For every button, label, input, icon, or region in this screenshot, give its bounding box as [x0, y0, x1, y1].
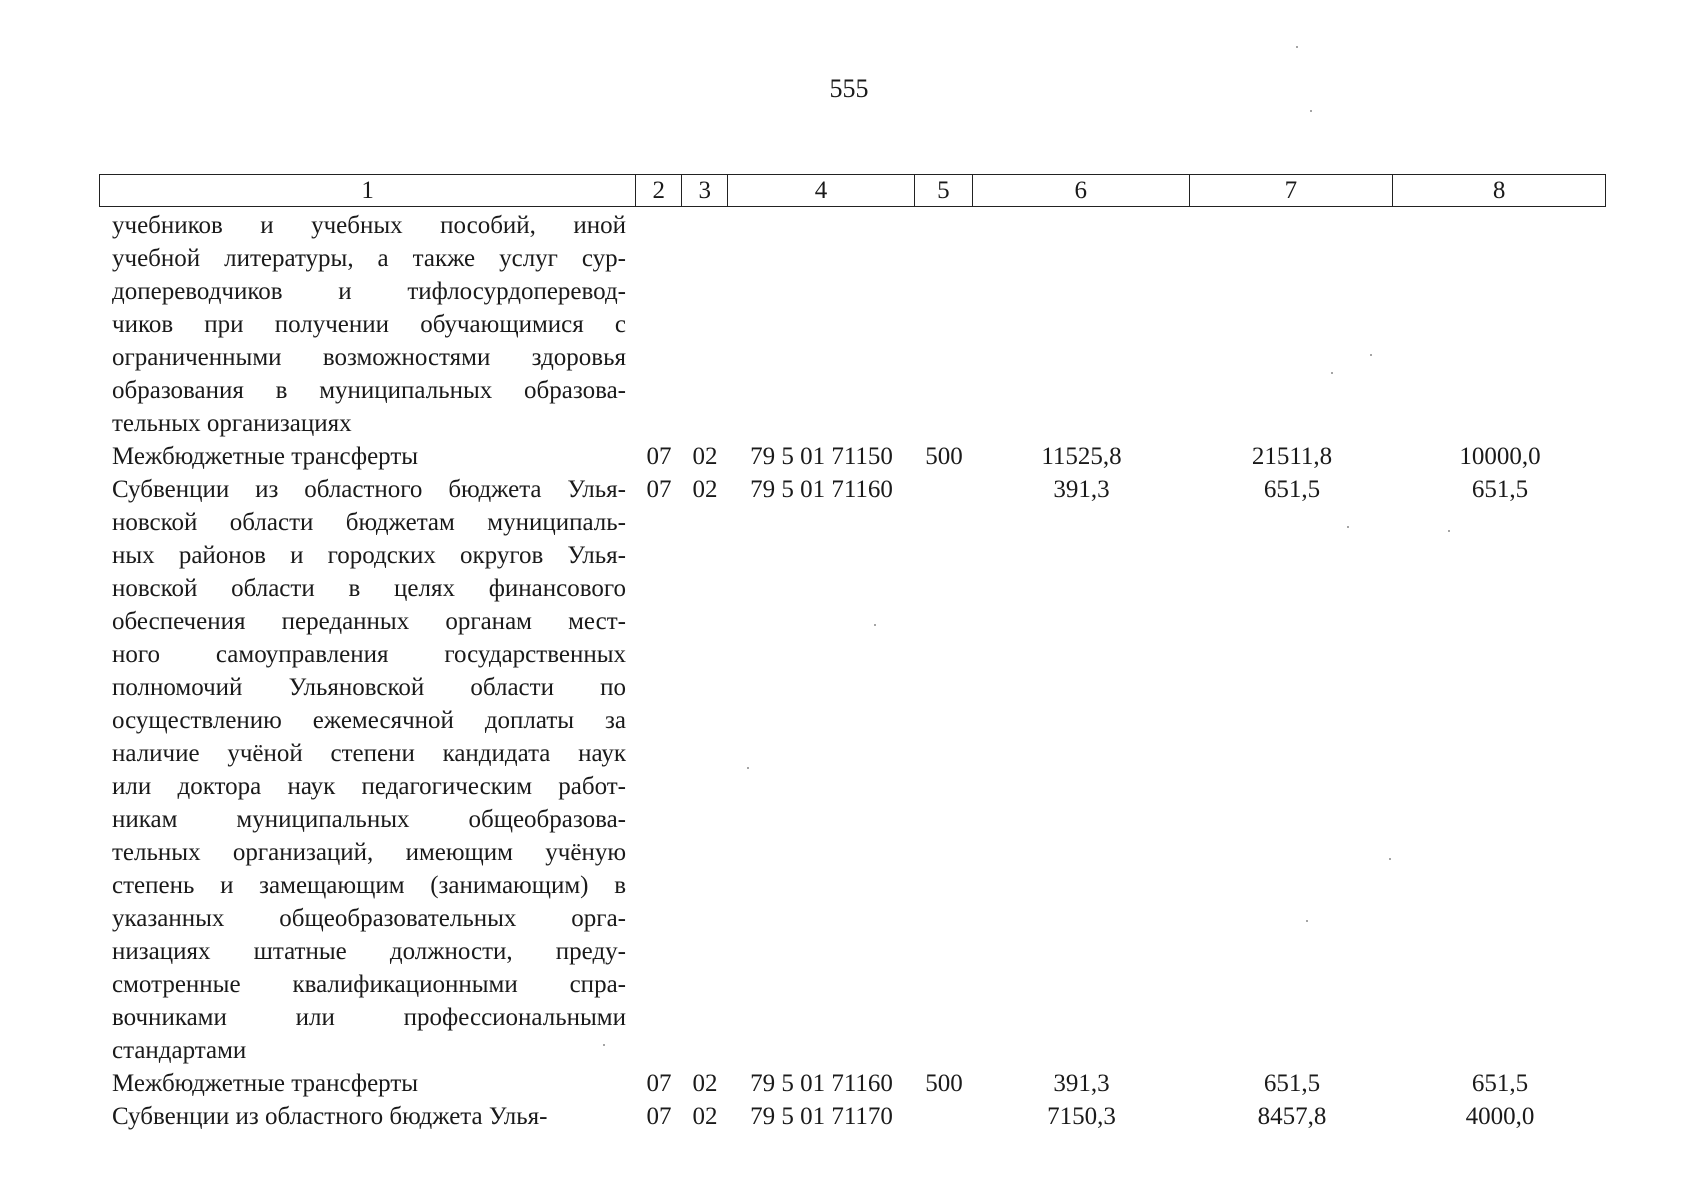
description-line: осуществлению ежемесячной доплаты за: [112, 707, 626, 734]
table-row: [99, 1100, 1606, 1133]
description-line: чиков при получении обучающимися с: [112, 311, 626, 338]
description-line: или доктора наук педагогическим работ-: [112, 773, 626, 800]
description-line: ного самоуправления государственных: [112, 641, 626, 668]
description-line: Межбюджетные трансферты: [112, 443, 419, 470]
description-line: смотренные квалификационными спра-: [112, 971, 626, 998]
description-line: ограниченными возможностями здоровья: [112, 344, 626, 371]
cell-c6: 7150,3: [1047, 1103, 1116, 1130]
description-line: учебников и учебных пособий, иной: [112, 212, 626, 239]
header-col-6: 6: [973, 175, 1190, 206]
description-line: новской области бюджетам муниципаль-: [112, 509, 626, 536]
cell-c3: 02: [692, 443, 718, 470]
cell-c8: 651,5: [1471, 476, 1529, 503]
description-line: степень и замещающим (занимающим) в: [112, 872, 626, 899]
cell-c7: 8457,8: [1257, 1103, 1327, 1130]
row-description: [99, 473, 636, 1067]
cell-c7: 21511,8: [1251, 443, 1333, 470]
description-line: низациях штатные должности, преду-: [112, 938, 626, 965]
header-col-1: 1: [100, 175, 636, 206]
description-line: никам муниципальных общеобразова-: [112, 806, 626, 833]
row-description: [99, 440, 636, 473]
cell-c8: 4000,0: [1465, 1103, 1535, 1130]
row-description: [99, 209, 636, 440]
row-description: [99, 1100, 636, 1133]
description-line: обеспечения переданных органам мест-: [112, 608, 626, 635]
cell-c5: 500: [925, 1070, 963, 1097]
cell-c6: 391,3: [1053, 1070, 1110, 1097]
table-row: [99, 209, 1606, 440]
table-row: [99, 440, 1606, 473]
cell-c3: 02: [692, 476, 718, 503]
cell-c7: 651,5: [1263, 1070, 1321, 1097]
cell-c4: 79 5 01 71150: [750, 443, 893, 470]
page-number: 555: [829, 74, 869, 103]
cell-c4: 79 5 01 71160: [750, 476, 893, 503]
header-col-3: 3: [682, 175, 728, 206]
cell-c4: 79 5 01 71170: [750, 1103, 893, 1130]
cell-c8: 651,5: [1471, 1070, 1529, 1097]
description-line: образования в муниципальных образова-: [112, 377, 626, 404]
cell-c3: 02: [692, 1070, 718, 1097]
header-col-5: 5: [915, 175, 973, 206]
description-line: указанных общеобразовательных орга-: [112, 905, 626, 932]
table-row: [99, 1067, 1606, 1100]
table-row: [99, 473, 1606, 1067]
cell-c2: 07: [646, 1070, 672, 1097]
description-line: Субвенции из областного бюджета Улья-: [112, 476, 626, 503]
header-col-4: 4: [728, 175, 915, 206]
cell-c2: 07: [646, 476, 672, 503]
cell-c8: 10000,0: [1459, 443, 1541, 470]
header-col-7: 7: [1190, 175, 1394, 206]
description-line: допереводчиков и тифлосурдоперевод-: [112, 278, 626, 305]
table-body: [99, 209, 1606, 1133]
header-col-8: 8: [1492, 176, 1506, 204]
row-description: [99, 1067, 636, 1100]
description-line: учебной литературы, а также услуг сур-: [112, 245, 626, 272]
cell-c4: 79 5 01 71160: [750, 1070, 893, 1097]
cell-c6: 11525,8: [1041, 443, 1122, 470]
description-line: тельных организациях: [112, 410, 352, 437]
description-line: ных районов и городских округов Улья-: [112, 542, 626, 569]
description-line: наличие учёной степени кандидата наук: [112, 740, 626, 767]
description-line: вочниками или профессиональными: [112, 1004, 626, 1031]
cell-c2: 07: [646, 1103, 672, 1130]
description-line: Субвенции из областного бюджета Улья-: [112, 1103, 548, 1130]
cell-c5: 500: [925, 443, 963, 470]
table-header: [99, 174, 1606, 207]
description-line: стандартами: [112, 1037, 247, 1064]
description-line: тельных организаций, имеющим учёную: [112, 839, 626, 866]
description-line: полномочий Ульяновской области по: [112, 674, 626, 701]
cell-c6: 391,3: [1053, 476, 1110, 503]
header-col-2: 2: [636, 175, 682, 206]
cell-c3: 02: [692, 1103, 718, 1130]
description-line: Межбюджетные трансферты: [112, 1070, 419, 1097]
description-line: новской области в целях финансового: [112, 575, 626, 602]
cell-c2: 07: [646, 443, 672, 470]
cell-c7: 651,5: [1263, 476, 1321, 503]
